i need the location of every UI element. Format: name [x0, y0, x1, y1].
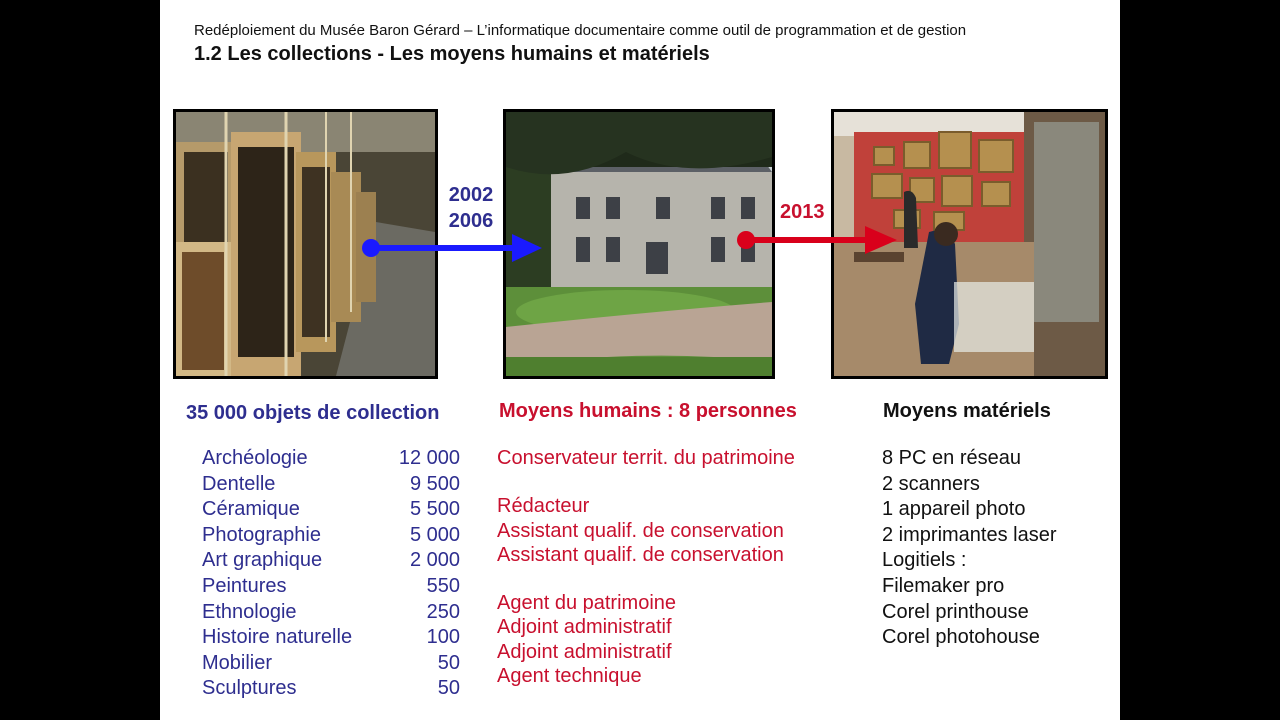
category-label: Peintures — [202, 574, 287, 597]
category-count: 2 000 — [409, 549, 460, 572]
equipment-item: Filemaker pro — [882, 574, 1005, 597]
staff-item: Rédacteur — [497, 495, 590, 518]
slide — [160, 0, 1120, 720]
year-2002-label: 2002 — [448, 184, 494, 206]
equipment-title: Moyens matériels — [883, 400, 1051, 422]
staff-item: Assistant qualif. de conservation — [497, 543, 784, 566]
table-row — [202, 626, 460, 652]
presentation-subtitle: Redéploiement du Musée Baron Gérard – L’informatique documentaire comme outil de programmation et de gestion — [194, 22, 967, 39]
list-spacer — [497, 568, 837, 592]
staff-item: Assistant qualif. de conservation — [497, 519, 784, 542]
category-count: 100 — [426, 626, 460, 649]
table-row — [202, 524, 460, 550]
category-label: Art graphique — [202, 549, 323, 572]
table-row — [202, 652, 460, 678]
table-row — [202, 447, 460, 473]
staff-item: Adjoint administratif — [497, 640, 672, 663]
category-count: 50 — [437, 651, 460, 674]
staff-item: Adjoint administratif — [497, 616, 672, 639]
category-label: Histoire naturelle — [202, 626, 353, 649]
table-row — [202, 498, 460, 524]
storage-room-photo — [173, 109, 438, 379]
table-row — [202, 549, 460, 575]
category-count: 250 — [426, 600, 460, 623]
equipment-item: 8 PC en réseau — [882, 447, 1021, 469]
year-2013-label: 2013 — [780, 201, 825, 223]
category-count: 9 500 — [409, 472, 460, 495]
table-row — [202, 601, 460, 627]
period-2002-2006 — [447, 182, 495, 234]
category-label: Céramique — [202, 498, 300, 521]
table-row — [202, 473, 460, 499]
slide-title: 1.2 Les collections - Les moyens humains et matériels — [194, 43, 710, 65]
staff-list — [497, 447, 837, 689]
category-label: Dentelle — [202, 472, 276, 495]
category-label: Photographie — [202, 523, 321, 546]
equipment-item: 2 scanners — [882, 472, 980, 495]
staff-item: Conservateur territ. du patrimoine — [497, 447, 795, 469]
category-count: 12 000 — [398, 447, 460, 469]
category-label: Sculptures — [202, 677, 297, 700]
category-label: Archéologie — [202, 447, 308, 469]
collection-table — [202, 447, 460, 703]
list-spacer — [497, 471, 837, 495]
category-label: Ethnologie — [202, 600, 297, 623]
staff-item: Agent technique — [497, 664, 642, 687]
equipment-item: Corel photohouse — [882, 626, 1040, 649]
category-count: 5 000 — [409, 523, 460, 546]
equipment-item: 1 appareil photo — [882, 498, 1026, 521]
museum-building-photo — [503, 109, 775, 379]
equipment-item: Logitiels : — [882, 549, 967, 572]
table-row — [202, 575, 460, 601]
year-2006-label: 2006 — [448, 210, 494, 232]
staff-item: Agent du patrimoine — [497, 592, 677, 615]
equipment-item: Corel printhouse — [882, 600, 1029, 623]
equipment-item: 2 imprimantes laser — [882, 523, 1057, 546]
category-label: Mobilier — [202, 651, 273, 674]
staff-title: Moyens humains : 8 personnes — [499, 400, 797, 422]
table-row — [202, 677, 460, 703]
gallery-interior-photo — [831, 109, 1108, 379]
collection-title: 35 000 objets de collection — [186, 402, 440, 424]
category-count: 5 500 — [409, 498, 460, 521]
equipment-list — [882, 447, 1057, 652]
category-count: 550 — [426, 574, 460, 597]
category-count: 50 — [437, 677, 460, 700]
